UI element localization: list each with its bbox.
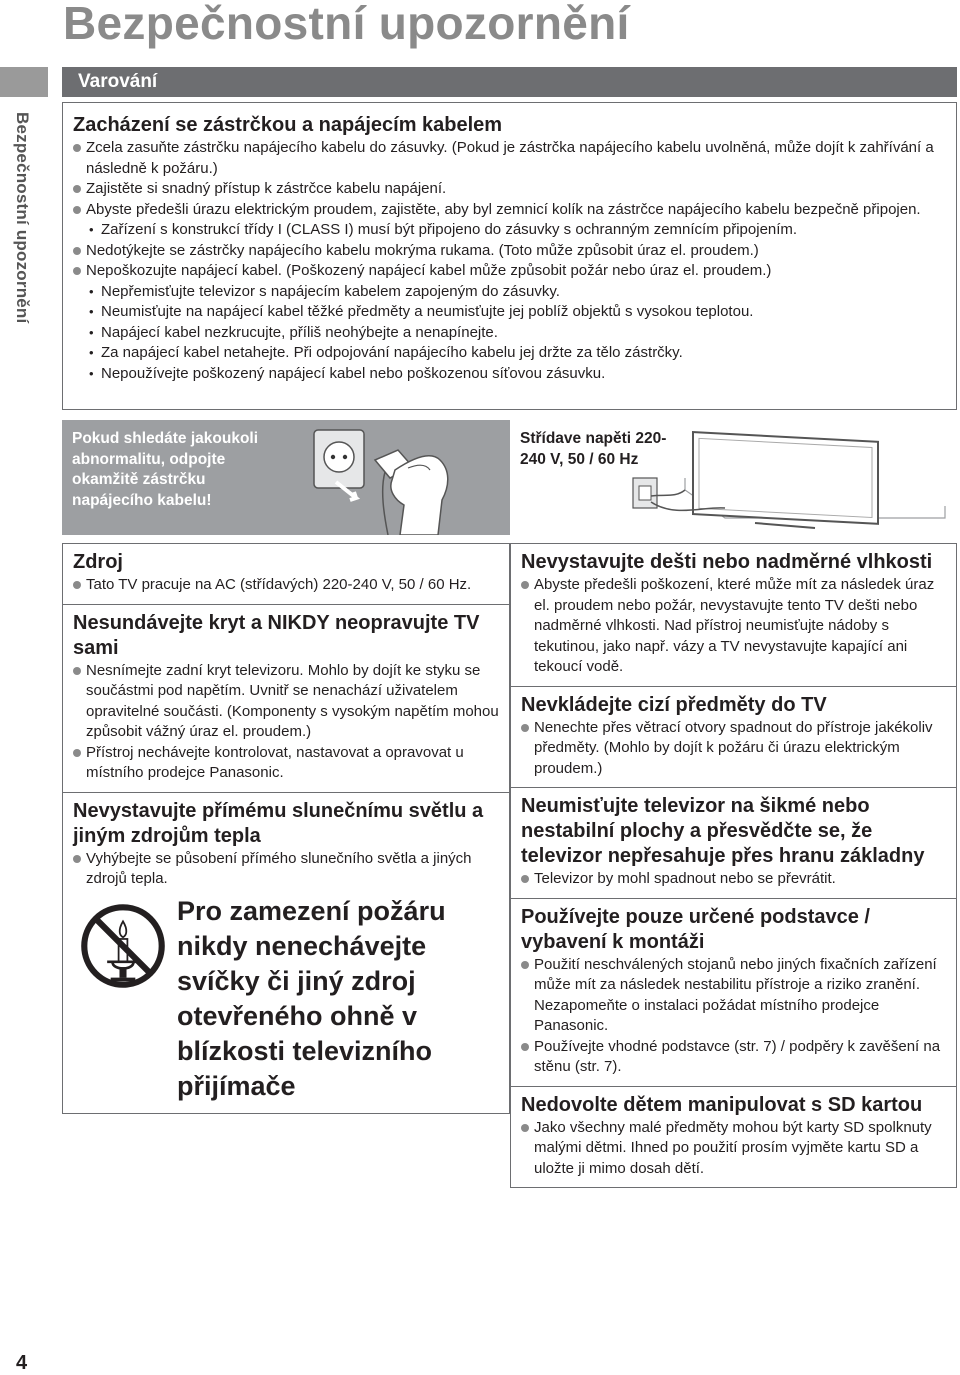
bullet-item: Zajistěte si snadný přístup k zástrčce kabelu napájení. — [73, 179, 946, 200]
bullet-item: Zcela zasuňte zástrčku napájecího kabelu do zásuvky. (Pokud je zástrčka napájecího kabelu uvolněná, může dojít k zahřívání a následně k požáru.) — [73, 138, 946, 179]
safety-section — [511, 788, 956, 899]
section-list — [521, 869, 946, 890]
right-column — [510, 543, 957, 1188]
bullet-item: Nenechte přes větrací otvory spadnout do přístroje jakékoliv předměty. (Mohlo by dojít k požáru či úrazu elektrickým proudem.) — [521, 718, 946, 780]
section-list — [73, 849, 499, 890]
fire-warning — [73, 890, 499, 1105]
bullet-item: Tato TV pracuje na AC (střídavých) 220-240 V, 50 / 60 Hz. — [73, 575, 499, 596]
section-heading: Zdroj — [73, 551, 123, 573]
section-heading: Zacházení se zástrčkou a napájecím kabelem — [73, 114, 503, 136]
page-title: Bezpečnostní upozornění — [63, 0, 630, 49]
abnormality-text: Pokud shledáte jakoukoli abnormalitu, odpojte okamžitě zástrčku napájecího kabelu! — [72, 430, 259, 509]
side-section-label — [2, 112, 46, 332]
side-tab-marker — [0, 67, 48, 97]
ac-voltage-notice — [510, 420, 957, 535]
bullet-item: Jako všechny malé předměty mohou být karty SD spolknuty malými dětmi. Ihned po použití prosím vyjměte kartu SD a uložte ji mimo dosah dětí. — [521, 1118, 946, 1180]
abnormality-notice — [62, 420, 510, 535]
section-heading: Neumisťujte televizor na šikmé nebo nestabilní plochy a přesvědčte se, že televizor nepřesahuje přes hranu základny — [521, 795, 925, 867]
safety-section — [511, 899, 956, 1087]
section-heading: Nevkládejte cizí předměty do TV — [521, 693, 827, 716]
safety-section — [63, 793, 509, 1113]
bullet-item: Použití neschválených stojanů nebo jiných fixačních zařízení může mít za následek nestabilitu přístroje a riziko zranění. Nezapomeňte o instalaci požádat místního prodejce Panasonic. — [521, 955, 946, 1037]
section-list — [521, 575, 946, 678]
bullet-item: Nesnímejte zadní kryt televizoru. Mohlo by dojít ke styku se součástmi pod napětím. Uvnitř se nenachází uživatelem opravitelné součásti. (Komponenty s vysokým napětím mohou způsobit vážný úraz el. proudem.) — [73, 661, 499, 743]
page-number: 4 — [16, 1352, 28, 1374]
bullet-item: Abyste předešli úrazu elektrickým proudem, zajistěte, aby byl zemnicí kolík na zástrčce napájecího kabelu bezpečně připojen. — [73, 200, 946, 221]
section-heading: Nedovolte dětem manipulovat s SD kartou — [521, 1093, 923, 1116]
bullet-item: Vyhýbejte se působení přímého slunečního světla a jiných zdrojů tepla. — [73, 849, 499, 890]
warning-bar: Varování — [62, 67, 957, 97]
section-heading: Nevystavujte dešti nebo nadměrné vlhkosti — [521, 551, 933, 573]
sub-bullet-item: • Nepoužívejte poškozený napájecí kabel nebo poškozenou síťovou zásuvku. — [73, 364, 946, 385]
fire-warning-text: Pro zamezení požáru nikdy nenechávejte svíčky či jiný zdroj otevřeného ohně v blízkosti televizního přijímače — [177, 895, 446, 1101]
safety-section — [511, 687, 956, 789]
section-list — [521, 1118, 946, 1180]
section-list — [73, 661, 499, 784]
ac-voltage-text: Střídave napěti 220-240 V, 50 / 60 Hz — [520, 430, 667, 468]
bullet-item: Nedotýkejte se zástrčky napájecího kabelu mokrýma rukama. (Toto může způsobit úraz el. proudem.) — [73, 241, 946, 262]
plug-cable-section — [62, 102, 957, 410]
sub-bullet-item: • Neumisťujte na napájecí kabel těžké předměty a neumisťujte jej poblíž objektů s vysokou teplotou. — [73, 302, 946, 323]
safety-section — [63, 605, 509, 793]
plug-list — [73, 138, 946, 384]
section-list — [521, 718, 946, 780]
section-list — [521, 955, 946, 1078]
unplug-hand-icon — [300, 420, 510, 535]
bullet-item: Používejte vhodné podstavce (str. 7) / podpěry k zavěšení na stěnu (str. 7). — [521, 1037, 946, 1078]
bullet-item: Přístroj nechávejte kontrolovat, nastavovat a opravovat u místního prodejce Panasonic. — [73, 743, 499, 784]
bullet-item: Nepoškozujte napájecí kabel. (Poškozený napájecí kabel může způsobit požár nebo úraz el. proudem.) — [73, 261, 946, 282]
section-heading: Nesundávejte kryt a NIKDY neopravujte TV sami — [73, 611, 480, 659]
section-list — [73, 575, 499, 596]
safety-section — [511, 1087, 956, 1188]
left-column — [62, 543, 510, 1114]
safety-section — [63, 544, 509, 605]
safety-section — [511, 544, 956, 687]
bullet-item: Televizor by mohl spadnout nebo se převrátit. — [521, 869, 946, 890]
sub-bullet-item: • Za napájecí kabel netahejte. Při odpojování napájecího kabelu jej držte za tělo zástrčky. — [73, 343, 946, 364]
tv-plugged-icon — [615, 428, 950, 533]
side-label-text: Bezpečnostní upozornění — [13, 112, 32, 324]
section-heading: Nevystavujte přímému slunečnímu světlu a jiným zdrojům tepla — [73, 799, 484, 847]
section-heading: Používejte pouze určené podstavce / vybavení k montáži — [521, 905, 870, 953]
no-candle-icon — [79, 902, 167, 990]
sub-bullet-item: • Nepřemisťujte televizor s napájecím kabelem zapojeným do zásuvky. — [73, 282, 946, 303]
sub-bullet-item: • Napájecí kabel nezkrucujte, příliš neohýbejte a nenapínejte. — [73, 323, 946, 344]
sub-bullet-item: • Zařízení s konstrukcí třídy I (CLASS I) musí být připojeno do zásuvky s ochranným zemnícím připojením. — [73, 220, 946, 241]
bullet-item: Abyste předešli poškození, které může mít za následek úraz el. proudem nebo požár, nevystavujte tento TV dešti nebo nadměrné vlhkosti. Nad přístroj neumisťujte nádoby s tekutinou, jako např. vázy a TV nevystavujte kapající ani tekoucí vodě. — [521, 575, 946, 678]
